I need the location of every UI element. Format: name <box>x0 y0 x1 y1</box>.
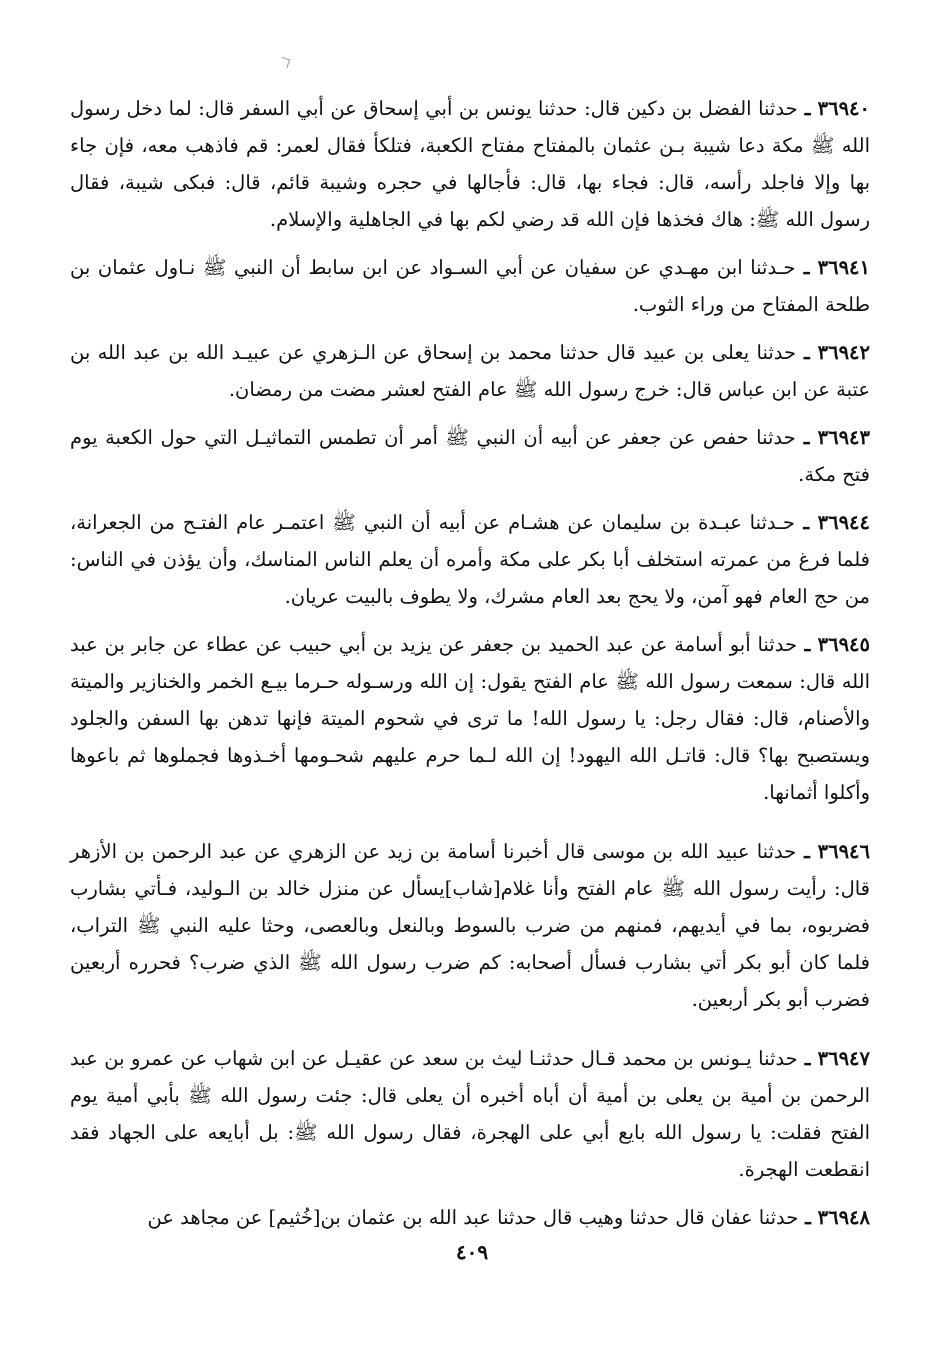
hadith-number: ٣٦٩٤٠ <box>817 97 870 120</box>
hadith-text: حـدثنا ابن مهـدي عن سفيان عن أبي السـواد عن ابن سابط أن النبي ﷺ نـاول عثمان بن طلحة المفتاح من وراء الثوب. <box>70 256 870 316</box>
hadith-separator: ـ <box>797 97 818 120</box>
hadith-36947 <box>70 1040 870 1188</box>
hadith-text: حدثنا حفص عن جعفر عن أبيه أن النبي ﷺ أمر أن تطمس التماثيـل التي حول الكعبة يوم فتح مكة. <box>70 426 870 486</box>
hadith-separator: ـ <box>797 633 818 656</box>
hadith-36946 <box>70 833 870 1018</box>
page-number: ٤٠٩ <box>455 1240 489 1264</box>
hadith-36941 <box>70 249 870 323</box>
hadith-36940 <box>70 90 870 238</box>
hadith-separator: ـ <box>794 511 818 534</box>
hadith-separator: ـ <box>798 1206 818 1229</box>
scan-mark <box>279 57 291 69</box>
hadith-number: ٣٦٩٤٧ <box>817 1047 870 1070</box>
hadith-36948 <box>70 1199 870 1236</box>
hadith-text: حدثنا الفضل بن دكين قال: حدثنا يونس بن أبي إسحاق عن أبي السفر قال: لما دخل رسول الله ﷺ مكة دعا شيبة بـن عثمان بالمفتاح مفتاح الكعبة، فتلكأ فقال لعمر: قم فاذهب معه، فإن جاء بها وإلا فاجلد رأسه، قال: فجاء بها، قال: فأجالها في حجره وشيبة قائم، قال: فبكى شيبة، فقال رسول الله ﷺ: هاك فخذها فإن الله قد رضي لكم بها في الجاهلية والإسلام. <box>70 97 870 231</box>
hadith-number: ٣٦٩٤٣ <box>817 426 870 449</box>
hadith-text: حدثنا أبو أسامة عن عبد الحميد بن جعفر عن يزيد بن أبي حبيب عن عطاء عن جابر بن عبد الله قال: سمعت رسول الله ﷺ عام الفتح يقول: إن الله ورسـوله حـرما بيـع الخمر والخنازير والميتة والأصنام، قال: فقال رجل: يا رسول الله! ما ترى في شحوم الميتة فإنها تدهن بها السفن والجلود ويستصبح بها؟ قال: قاتـل الله اليهود! إن الله لـما حرم عليهم شحـومها أخـذوها فجملوها ثم باعوها وأكلوا أثمانها. <box>70 633 870 804</box>
hadith-text: حدثنا يـونس بن محمد قـال حدثنـا ليث بن سعد عن عقيـل عن ابن شهاب عن عمرو بن عبد الرحمن بن أمية بن يعلى بن أمية أن أباه أخبره أن يعلى قال: جئت رسول الله ﷺ بأبي أمية يوم الفتح فقلت: يا رسول الله بايع أبي على الهجرة، فقال رسول الله ﷺ: بل أبايعه على الجهاد فقد انقطعت الهجرة. <box>70 1047 870 1181</box>
hadith-separator: ـ <box>795 256 818 279</box>
hadith-36942 <box>70 334 870 408</box>
hadith-separator: ـ <box>795 426 818 449</box>
hadith-36945 <box>70 626 870 811</box>
hadith-text: حدثنا عبيد الله بن موسى قال أخبرنا أسامة بن زيد عن الزهري عن عبد الرحمن بن الأزهر قال: رأيت رسول الله ﷺ عام الفتح وأنا غلام[شاب]يسأل عن منزل خالد بن الـوليد، فـأتي بشارب فضربوه، بما في أيديهم، فمنهم من ضرب بالسوط وبالنعل وبالعصى، وحثا عليه النبي ﷺ التراب، فلما كان أبو بكر أتي بشارب فسأل أصحابه: كم ضرب رسول الله ﷺ الذي ضرب؟ فحرره أربعين فضرب أبو بكر أربعين. <box>70 840 870 1011</box>
hadith-text: حدثنا عفان قال حدثنا وهيب قال حدثنا عبد الله بن عثمان بن[خُثيم] عن مجاهد عن <box>147 1206 799 1229</box>
page-body <box>70 90 870 1247</box>
hadith-separator: ـ <box>797 1047 818 1070</box>
hadith-number: ٣٦٩٤٢ <box>817 341 871 364</box>
hadith-separator: ـ <box>796 840 818 863</box>
hadith-36943 <box>70 419 870 493</box>
hadith-number: ٣٦٩٤١ <box>817 256 870 279</box>
hadith-number: ٣٦٩٤٦ <box>817 840 870 863</box>
hadith-36944 <box>70 504 870 615</box>
hadith-number: ٣٦٩٤٤ <box>817 511 870 534</box>
hadith-number: ٣٦٩٤٥ <box>817 633 870 656</box>
hadith-text: حـدثنا عبـدة بن سليمان عن هشـام عن أبيه أن النبي ﷺ اعتمـر عام الفتـح من الجعرانة، فلما فرغ من عمرته استخلف أبا بكر على مكة وأمره أن يعلم الناس المناسك، وأن يؤذن في الناس: من حج العام فهو آمن، ولا يحج بعد العام مشرك، ولا يطوف بالبيت عريان. <box>70 511 870 608</box>
hadith-separator: ـ <box>796 341 818 364</box>
hadith-number: ٣٦٩٤٨ <box>817 1206 870 1229</box>
hadith-text: حدثنا يعلى بن عبيد قال حدثنا محمد بن إسحاق عن الـزهري عن عبيـد الله بن عبد الله بن عتبة عن ابن عباس قال: خرج رسول الله ﷺ عام الفتح لعشر مضت من رمضان. <box>70 341 870 401</box>
